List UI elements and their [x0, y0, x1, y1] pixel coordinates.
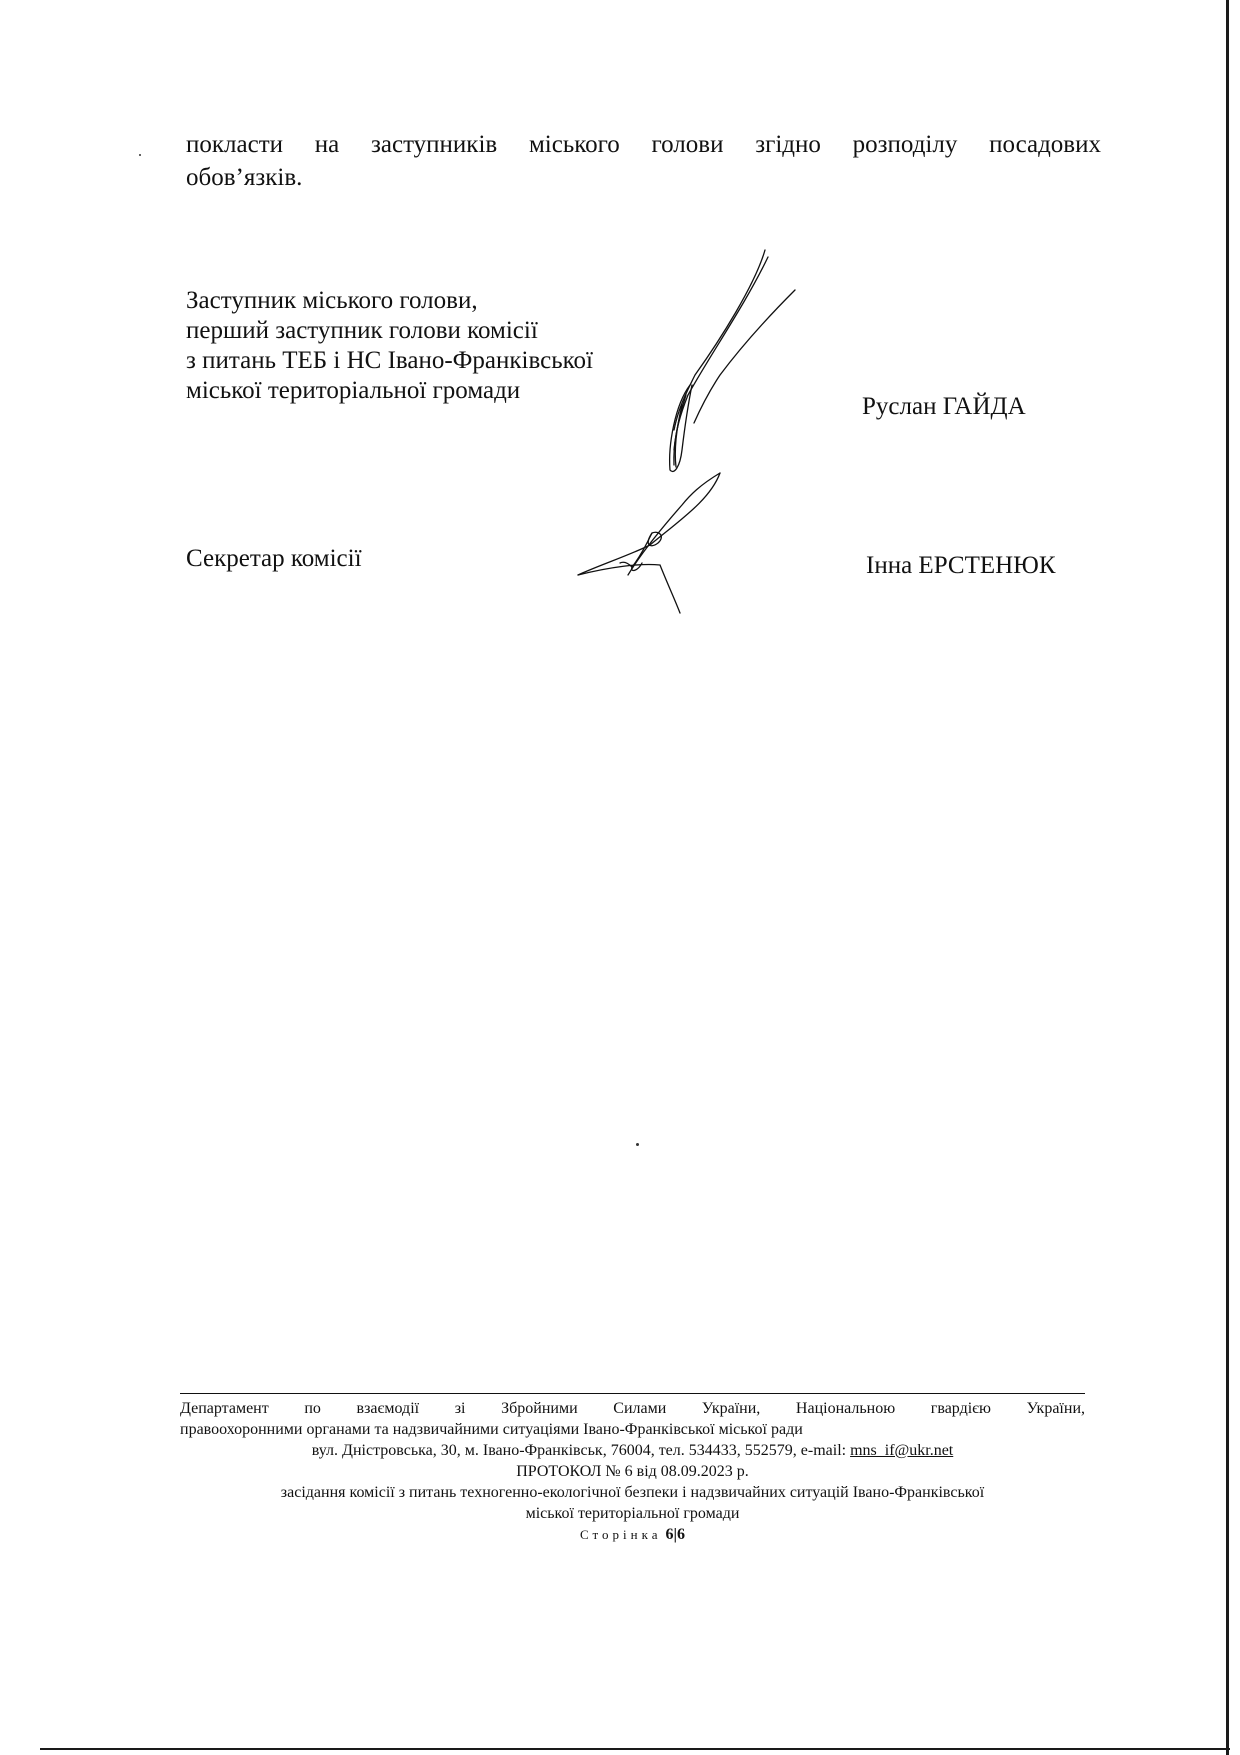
footer-page-number — [180, 1524, 1085, 1545]
handwritten-signature — [570, 245, 910, 625]
signatory-title-block — [186, 286, 593, 406]
footer-meeting-line: міської територіальної громади — [525, 1505, 740, 1522]
footer-address — [180, 1440, 1085, 1461]
scan-edge-bottom — [40, 1748, 1230, 1750]
signatory-title-line: міської територіальної громади — [186, 377, 521, 404]
body-line: покласти на заступників міського голови згідно розподілу посадових — [186, 131, 1101, 158]
footer-protocol: ПРОТОКОЛ № 6 від 08.09.2023 р. — [516, 1463, 749, 1480]
page-label: Сторінка — [580, 1527, 662, 1542]
footer-department-line: правоохоронними органами та надзвичайними ситуаціями Івано-Франківської міської ради — [180, 1421, 803, 1438]
secretary-name: Інна ЕРСТЕНЮК — [866, 552, 1056, 579]
page-value: 6|6 — [665, 1526, 685, 1543]
footer-email-link[interactable]: mns_if@ukr.net — [850, 1442, 954, 1459]
signatory-title-line: перший заступник голови комісії — [186, 317, 538, 344]
secretary-title: Секретар комісії — [186, 545, 362, 572]
page-footer — [180, 1398, 1085, 1545]
scan-edge-right — [1226, 0, 1229, 1755]
body-paragraph — [186, 128, 1101, 194]
scan-speck — [139, 154, 141, 156]
footer-department-line: Департамент по взаємодії зі Збройними Силами України, Національною гвардією України, — [180, 1400, 1085, 1417]
signatory-title-line: з питань ТЕБ і НС Івано-Франківської — [186, 347, 593, 374]
body-line: обов’язків. — [186, 164, 303, 191]
scan-speck — [636, 1143, 639, 1146]
signatory-title-line: Заступник міського голови, — [186, 287, 478, 314]
signatory-name: Руслан ГАЙДА — [862, 393, 1026, 420]
footer-divider — [180, 1393, 1085, 1394]
footer-meeting-line: засідання комісії з питань техногенно-екологічної безпеки і надзвичайних ситуацій Івано-Франківської — [280, 1484, 985, 1501]
footer-address-text: вул. Дністровська, 30, м. Івано-Франківськ, 76004, тел. 534433, 552579, e-mail: — [311, 1442, 847, 1459]
